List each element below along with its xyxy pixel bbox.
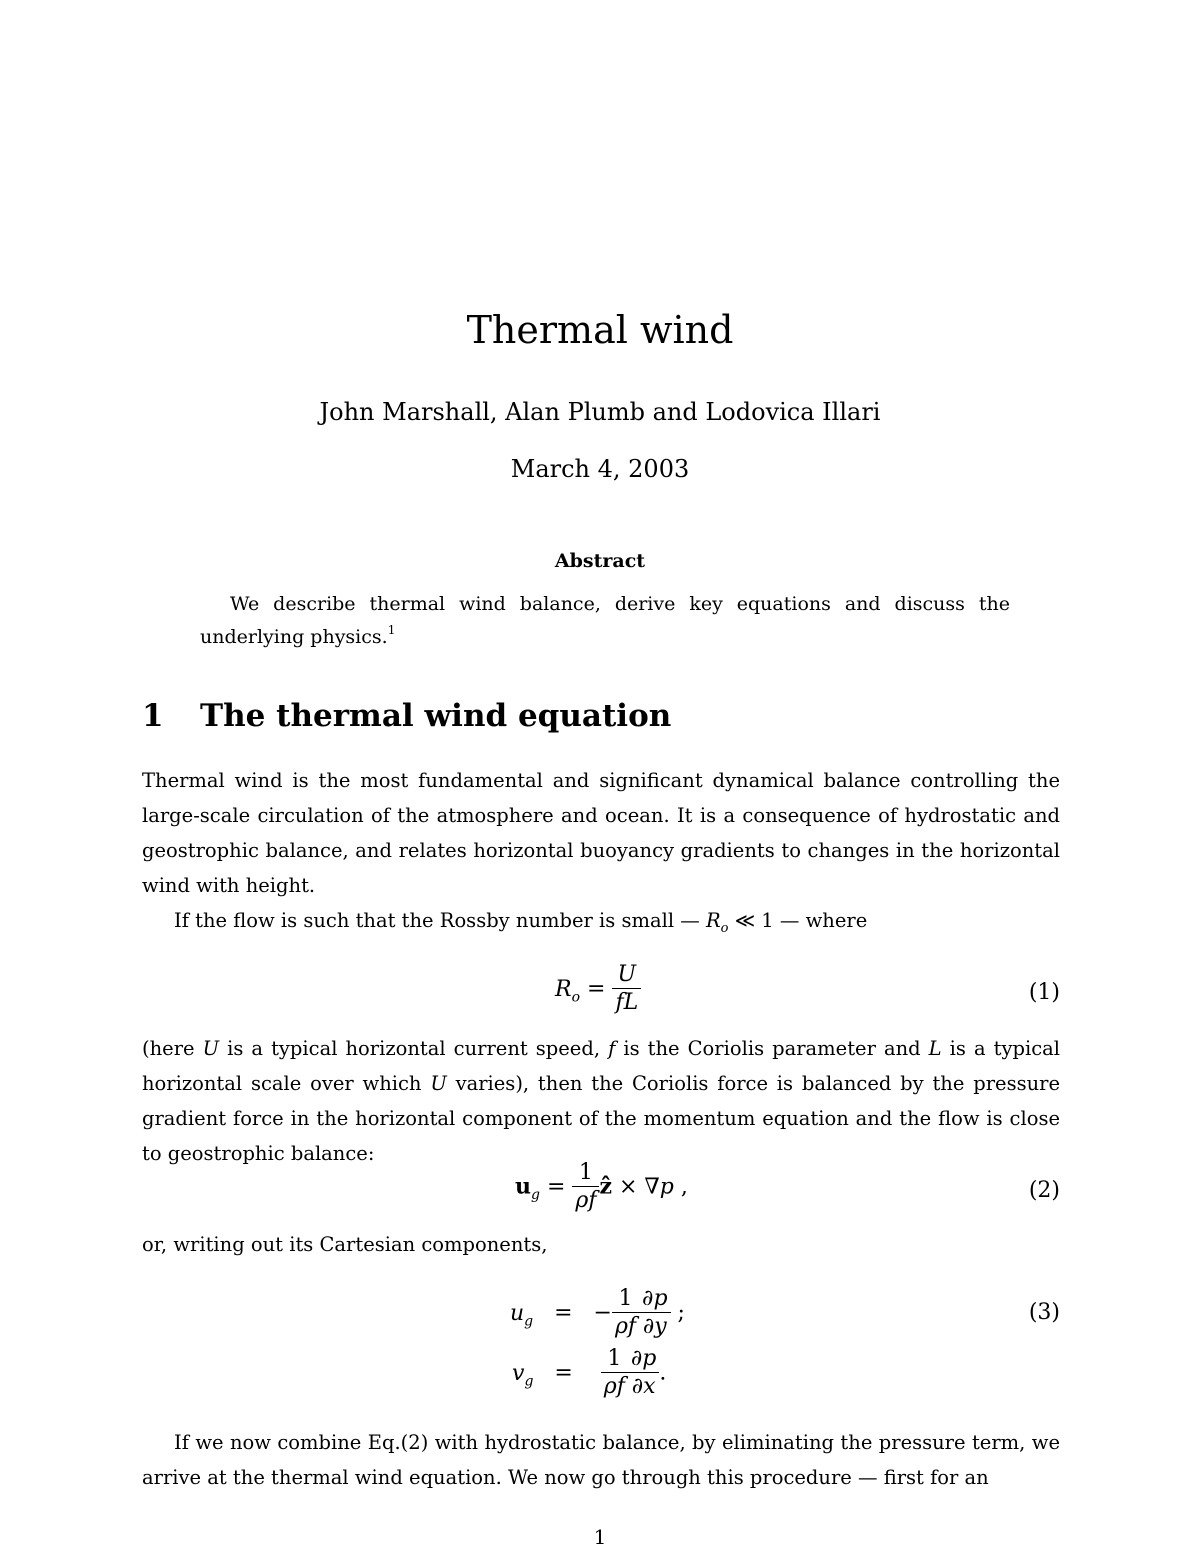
equation-2: $u_g$ = $\frac{1}{\rho f}$ ẑ × ∇p , xyxy=(515,1160,688,1213)
paragraph-5: If we now combine Eq.(2) with hydrostatic balance, by eliminating the pressure term, we arrive at the thermal wind equation. We now go through this procedure — first for an xyxy=(142,1431,1060,1489)
equation-2-number: (2) xyxy=(1028,1178,1060,1203)
equation-3a: $u_g$ = − $\frac{1}{\rho f}$ $\frac{\partial p}{\partial y}$ ; xyxy=(510,1286,685,1339)
section-title: The thermal wind equation xyxy=(200,698,672,734)
equation-1-number: (1) xyxy=(1028,980,1060,1005)
abstract-heading: Abstract xyxy=(554,550,646,572)
authors: John Marshall, Alan Plumb and Lodovica Illari xyxy=(319,398,881,426)
equation-3-number: (3) xyxy=(1028,1300,1060,1325)
abstract-text: We describe thermal wind balance, derive key equations and discuss the underlying physics. xyxy=(200,593,1010,648)
date: March 4, 2003 xyxy=(510,455,690,483)
paragraph-2: If the flow is such that the Rossby number is small — $R_o$ ≪ 1 — where xyxy=(174,909,868,936)
paragraph-3: (here U is a typical horizontal current speed, f is the Coriolis parameter and L is a typical horizontal scale over which U varies), then the Coriolis force is balanced by the pressure gradient force in the horizontal component of the momentum equation and the flow is close to geostrophic balance: xyxy=(142,1037,1060,1165)
paragraph-4: or, writing out its Cartesian components, xyxy=(142,1233,548,1256)
paper-title: Thermal wind xyxy=(466,308,734,352)
page-number: 1 xyxy=(593,1525,607,1549)
section-number: 1 xyxy=(142,698,164,734)
paragraph-1: Thermal wind is the most fundamental and significant dynamical balance controlling the large-scale circulation of the atmosphere and ocean. It is a consequence of hydrostatic and geostrophic balance, and relates horizontal buoyancy gradients to changes in the horizontal wind with height. xyxy=(142,769,1060,897)
equation-3b: $v_g$ = $\frac{1}{\rho f}$ $\frac{\partial p}{\partial x}$ . xyxy=(512,1346,667,1399)
footnote-mark: 1 xyxy=(387,623,396,637)
abstract-body xyxy=(200,588,1010,654)
equation-1: $R_o$ = $\frac{U}{fL}$ xyxy=(555,962,641,1017)
section-heading xyxy=(142,698,671,734)
